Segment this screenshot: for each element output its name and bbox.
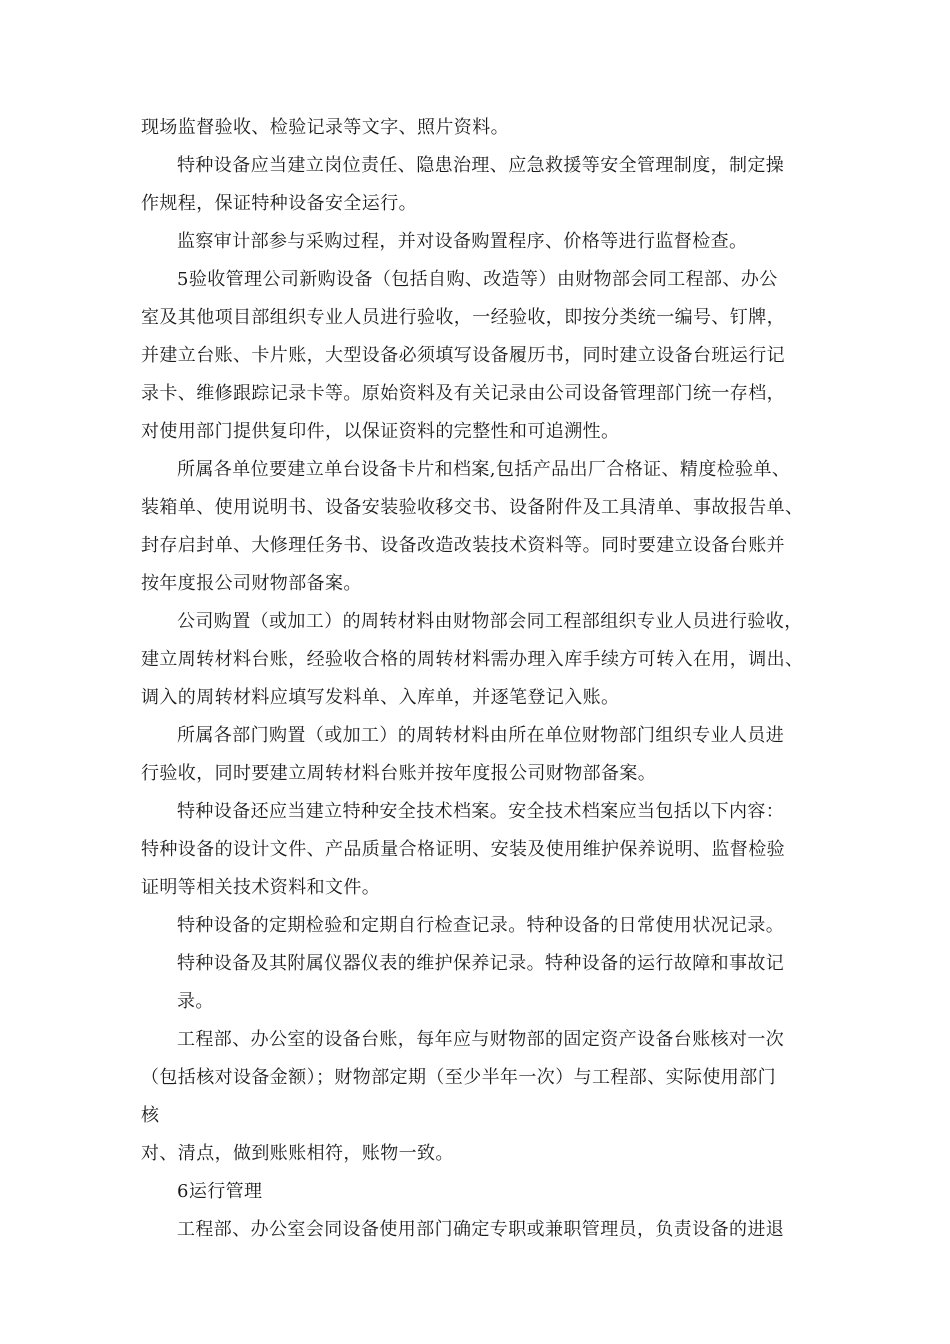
text-line: 调入的周转材料应填写发料单、入库单，并逐笔登记入账。 — [141, 687, 620, 708]
text-line: 所属各单位要建立单台设备卡片和档案,包括产品出厂合格证、精度检验单、 — [177, 459, 791, 480]
text-line: 行验收，同时要建立周转材料台账并按年度报公司财物部备案。 — [141, 763, 657, 784]
text-line: 封存启封单、大修理任务书、设备改造改装技术资料等。同时要建立设备台账并 — [141, 535, 785, 556]
text-line: （包括核对设备金额）；财物部定期（至少半年一次）与工程部、实际使用部门 — [141, 1067, 776, 1088]
text-line: 现场监督验收、检验记录等文字、照片资料。 — [141, 117, 509, 138]
text-line: 并建立台账、卡片账，大型设备必须填写设备履历书，同时建立设备台班运行记 — [141, 345, 785, 366]
text-line: 室及其他项目部组织专业人员进行验收，一经验收，即按分类统一编号、钉牌， — [141, 307, 785, 328]
text-line: 特种设备及其附属仪器仪表的维护保养记录。特种设备的运行故障和事故记 — [177, 953, 785, 974]
text-line: 特种设备应当建立岗位责任、隐患治理、应急救援等安全管理制度，制定操 — [177, 155, 785, 176]
text-line: 录。 — [177, 991, 214, 1012]
text-line: 特种设备的定期检验和定期自行检查记录。特种设备的日常使用状况记录。 — [177, 915, 785, 936]
text-line: 特种设备还应当建立特种安全技术档案。安全技术档案应当包括以下内容： — [177, 801, 785, 822]
text-line: 工程部、办公室的设备台账，每年应与财物部的固定资产设备台账核对一次 — [177, 1029, 785, 1050]
text-line: 按年度报公司财物部备案。 — [141, 573, 362, 594]
text-line: 所属各部门购置（或加工）的周转材料由所在单位财物部门组织专业人员进 — [177, 725, 785, 746]
text-line: 监察审计部参与采购过程，并对设备购置程序、价格等进行监督检查。 — [177, 231, 748, 252]
text-line: 特种设备的设计文件、产品质量合格证明、安装及使用维护保养说明、监督检验 — [141, 839, 785, 860]
text-line: 装箱单、使用说明书、设备安装验收移交书、设备附件及工具清单、事故报告单、 — [141, 497, 804, 518]
text-line: 5验收管理公司新购设备（包括自购、改造等）由财物部会同工程部、办公 — [177, 269, 778, 290]
text-line: 建立周转材料台账，经验收合格的周转材料需办理入库手续方可转入在用，调出、 — [141, 649, 804, 670]
text-line: 作规程，保证特种设备安全运行。 — [141, 193, 417, 214]
text-line: 核 — [141, 1105, 160, 1126]
text-line: 对、清点，做到账账相符，账物一致。 — [141, 1143, 454, 1164]
text-line: 证明等相关技术资料和文件。 — [141, 877, 381, 898]
text-line: 公司购置（或加工）的周转材料由财物部会同工程部组织专业人员进行验收， — [177, 611, 803, 632]
text-line: 工程部、办公室会同设备使用部门确定专职或兼职管理员，负责设备的进退 — [177, 1219, 785, 1240]
text-line: 对使用部门提供复印件，以保证资料的完整性和可追溯性。 — [141, 421, 620, 442]
text-line: 录卡、维修跟踪记录卡等。原始资料及有关记录由公司设备管理部门统一存档， — [141, 383, 785, 404]
section-heading: 6运行管理 — [177, 1181, 263, 1202]
